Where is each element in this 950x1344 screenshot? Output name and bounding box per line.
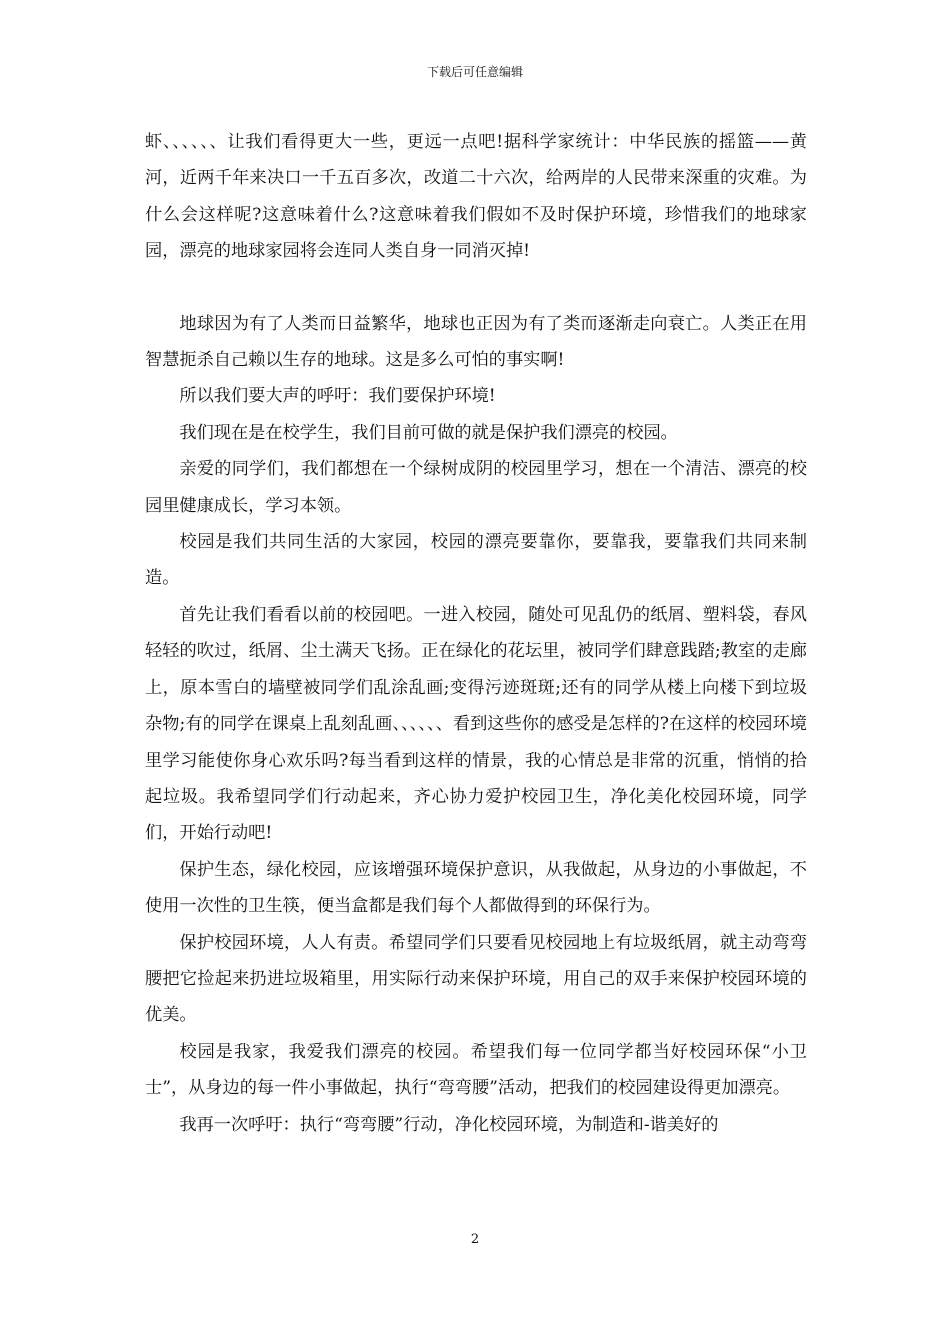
- paragraph-4: 我们现在是在校学生，我们目前可做的就是保护我们漂亮的校园。: [179, 422, 678, 443]
- page-header: 下载后可任意编辑: [426, 65, 523, 79]
- paragraph-5: 亲爱的同学们，我们都想在一个绿树成阴的校园里学习，想在一个清洁、漂亮的校园里健康成长，学习本领。: [145, 459, 807, 516]
- paragraph-7: 首先让我们看看以前的校园吧。一进入校园，随处可见乱仍的纸屑、塑料袋，春风轻轻的吹过，纸屑、尘土满天飞扬。正在绿化的花坛里，被同学们肆意践踏;教室的走廊上，原本雪白的墙壁被同学们乱涂乱画;变得污迹斑斑;还有的同学从楼上向楼下到垃圾杂物;有的同学在课桌上乱刻乱画、、、、、、看到这些你的感受是怎样的?在这样的校园环境里学习能使你身心欢乐吗?每当看到这样的情景，我的心情总是非常的沉重，悄悄的拾起垃圾。我希望同学们行动起来，齐心协力爱护校园卫生，净化美化校园环境，同学们，开始行动吧!: [145, 604, 807, 844]
- paragraph-3: 所以我们要大声的呼吁：我们要保护环境!: [179, 386, 496, 407]
- paragraph-6: 校园是我们共同生活的大家园，校园的漂亮要靠你，要靠我，要靠我们共同来制造。: [145, 532, 807, 589]
- paragraph-1: 虾、、、、、、让我们看得更大一些，更远一点吧!据科学家统计：中华民族的摇篮——黄河，近两千年来决口一千五百多次，改道二十六次，给两岸的人民带来深重的灾难。为什么会这样呢?这意味着什么?这意味着我们假如不及时保护环境，珍惜我们的地球家园，漂亮的地球家园将会连同人类自身一同消灭掉!: [145, 132, 807, 262]
- page-number: 2: [470, 1232, 480, 1247]
- paragraph-11: 我再一次呼吁：执行“弯弯腰”行动，净化校园环境，为制造和-谐美好的: [179, 1114, 719, 1135]
- document-body: [145, 124, 807, 1143]
- paragraph-9: 保护校园环境，人人有责。希望同学们只要看见校园地上有垃圾纸屑，就主动弯弯腰把它捡起来扔进垃圾箱里，用实际行动来保护环境，用自己的双手来保护校园环境的优美。: [145, 932, 807, 1026]
- paragraph-10: 校园是我家，我爱我们漂亮的校园。希望我们每一位同学都当好校园环保“小卫士”，从身边的每一件小事做起，执行“弯弯腰”活动，把我们的校园建设得更加漂亮。: [145, 1041, 807, 1099]
- paragraph-8: 保护生态，绿化校园，应该增强环境保护意识，从我做起，从身边的小事做起，不使用一次性的卫生筷，便当盒都是我们每个人都做得到的环保行为。: [145, 859, 807, 917]
- paragraph-2: 地球因为有了人类而日益繁华，地球也正因为有了类而逐渐走向衰亡。人类正在用智慧扼杀自己赖以生存的地球。这是多么可怕的事实啊!: [145, 313, 807, 371]
